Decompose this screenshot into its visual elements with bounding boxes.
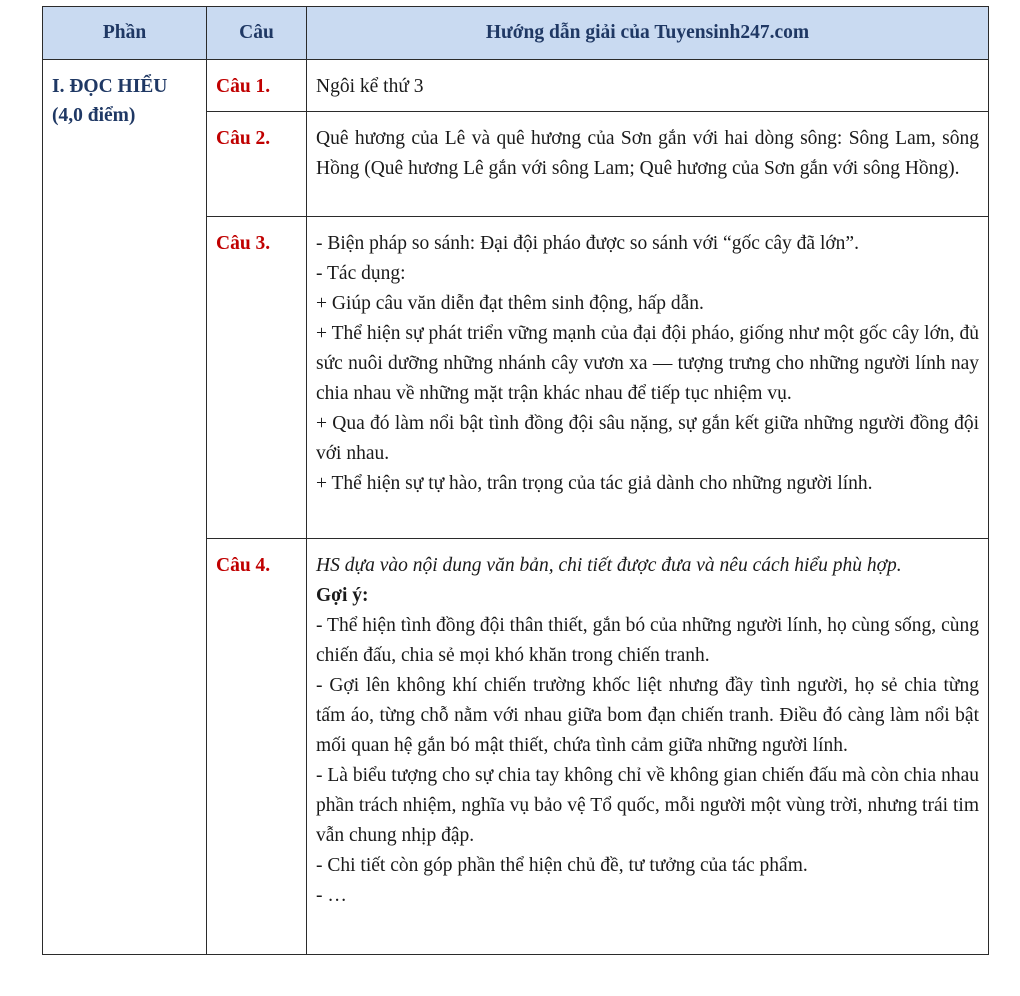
answer-line: - Chi tiết còn góp phần thể hiện chủ đề, tư tưởng của tác phẩm. [316,855,808,876]
answer-line: - Thể hiện tình đồng đội thân thiết, gắn bó của những người lính, họ cùng sống, cùng chiến đấu, chia sẻ mọi khó khăn trong chiến tranh. [316,615,979,666]
answer-line: - Là biểu tượng cho sự chia tay không chỉ về không gian chiến đấu mà còn chia nhau phần trách nhiệm, nghĩa vụ bảo vệ Tổ quốc, mỗi người một vùng trời, nhưng trái tim vẫn chung nhịp đập. [316,765,979,846]
hint-label: Gợi ý: [316,585,369,606]
answer-intro-text: HS dựa vào nội dung văn bản, chi tiết được đưa và nêu cách hiểu phù hợp. [316,555,902,576]
answer-line: Ngôi kể thứ 3 [316,76,424,97]
section-points: (4,0 điểm) [52,105,136,126]
section-title: I. ĐỌC HIỂU [52,76,168,97]
question-label: Câu 3. [207,217,307,539]
table-header-row [43,7,989,60]
question-label: Câu 2. [207,112,307,217]
header-guide: Hướng dẫn giải của Tuyensinh247.com [307,7,989,60]
question-label: Câu 1. [207,60,307,112]
answer-line: - Gợi lên không khí chiến trường khốc liệt nhưng đầy tình người, họ sẻ chia từng tấm áo, từng chỗ nằm với nhau giữa bom đạn chiến tranh. Điều đó càng làm nổi bật mối quan hệ gắn bó mật thiết, chứa tình cảm giữa những người lính. [316,675,979,756]
answer-line: - … [316,885,347,906]
table-row [43,60,989,112]
answer-cell [307,539,989,955]
question-label: Câu 4. [207,539,307,955]
answer-line: - Biện pháp so sánh: Đại đội pháo được so sánh với “gốc cây đã lớn”. [316,233,859,254]
answer-line: + Thể hiện sự phát triển vững mạnh của đại đội pháo, giống như một gốc cây lớn, đủ sức nuôi dưỡng những nhánh cây vươn xa — tượng trưng cho những người lính nay chia nhau về những mặt trận khác nhau để tiếp tục nhiệm vụ. [316,323,979,404]
answer-line: + Thể hiện sự tự hào, trân trọng của tác giả dành cho những người lính. [316,473,873,494]
answer-line: Quê hương của Lê và quê hương của Sơn gắn với hai dòng sông: Sông Lam, sông Hồng (Quê hương Lê gắn với sông Lam; Quê hương của Sơn gắn với sông Hồng). [316,128,979,179]
answer-line: + Qua đó làm nổi bật tình đồng đội sâu nặng, sự gắn kết giữa những người đồng đội với nhau. [316,413,979,464]
section-cell [43,60,207,955]
answer-cell [307,217,989,539]
answer-table [42,6,989,955]
answer-intro [316,551,979,581]
answer-line: - Tác dụng: [316,263,406,284]
header-question: Câu [207,7,307,60]
answer-sheet [42,6,988,955]
answer-line: + Giúp câu văn diễn đạt thêm sinh động, hấp dẫn. [316,293,704,314]
header-part: Phần [43,7,207,60]
answer-cell [307,112,989,217]
answer-cell [307,60,989,112]
